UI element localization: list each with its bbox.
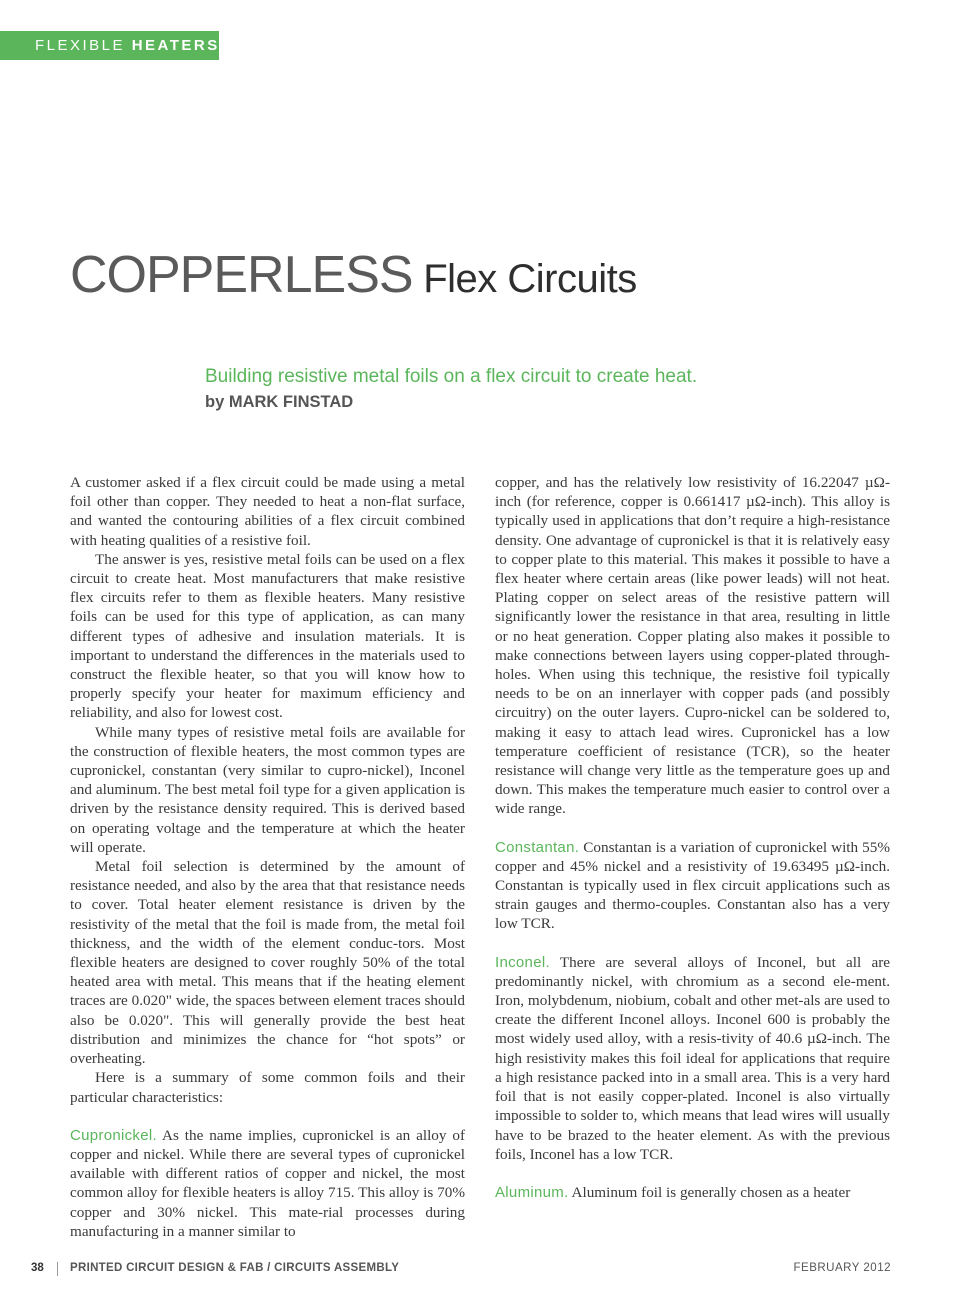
- article-dek: Building resistive metal foils on a flex circuit to create heat.: [205, 366, 698, 387]
- footer-divider: [57, 1262, 58, 1276]
- inconel-paragraph: [495, 953, 890, 1164]
- section-label-bold: HEATERS: [131, 37, 220, 54]
- paragraph: A customer asked if a flex circuit could be made using a metal foil other than copper. They needed to heat a non-flat surface, and wanted the contouring abilities of a flex circuit combined with heating qualities of a resistive foil.: [70, 474, 465, 549]
- byline: by MARK FINSTAD: [205, 393, 354, 411]
- section-label-light: FLEXIBLE: [35, 37, 132, 54]
- constantan-text: Constantan is a variation of cupronickel with 55% copper and 45% nickel and a resistivity of 19.63495 µΩ-inch. Constantan is typically used in flex circuit applications such as strain gauges and thermo-couples. Constantan also has a very low TCR.: [495, 838, 890, 933]
- article-title: [70, 245, 637, 305]
- inconel-text: There are several alloys of Inconel, but all are predominantly nickel, with chromium as a second ele-ment. Iron, molybdenum, niobium, cobalt and other met-als are used to create the different Inconel alloys. Inconel 600 is probably the most widely used alloy, with a resis-tivity of 40.6 µΩ-inch. The high resistivity makes this foil ideal for applications that require a high resistance packed into in a small area. This is a very hard foil that is not easily copper-plated. Inconel is also virtually impossible to solder to, which means that lead wires will usually have to be brazed to the heater element. As with the previous foils, Inconel has a low TCR.: [495, 953, 890, 1163]
- paragraph: While many types of resistive metal foils are available for the construction of flexible heaters, the most common types are cupronickel, constantan (very similar to cupro-nickel), Inconel and aluminum. The best metal foil type for a given application is driven by the resistance density required. This is derived based on operating voltage and the temperature at which the heater will operate.: [70, 723, 465, 856]
- subhead-aluminum: Aluminum.: [495, 1183, 569, 1201]
- issue-date: FEBRUARY 2012: [793, 1262, 891, 1274]
- paragraph: Metal foil selection is determined by the amount of resistance needed, and also by the area that that resistance needs to cover. Total heater element resistance is driven by the resistivity of the metal that the foil is made from, the metal foil thickness, and the width of the element conduc-tors. Most flexible heaters are designed to cover roughly 50% of the total heated area with metal. This means that if the heating element traces are 0.020" wide, the spaces between element traces should also be 0.020". This will generally provide the best heat distribution and minimizes the chance for “hot spots” or overheating.: [70, 858, 465, 1068]
- paragraph: Here is a summary of some common foils and their particular characteristics:: [70, 1069, 465, 1106]
- aluminum-text: Aluminum foil is generally chosen as a heater: [568, 1183, 851, 1201]
- cupronickel-paragraph: [70, 1126, 465, 1241]
- subhead-inconel: Inconel.: [495, 953, 550, 971]
- title-rest: Flex Circuits: [412, 257, 637, 301]
- paragraph: copper, and has the relatively low resistivity of 16.22047 µΩ-inch (for reference, copper is 0.661417 µΩ-inch). This alloy is typically used in applications that don’t require a high-resistance density. One advantage of cupronickel is that it is relatively easy to copper plate to this material. This makes it possible to have a flex heater where certain areas (like power leads) will not heat. Plating copper on select areas of the resistive pattern will significantly lower the resistance in that area, resulting in little or no heat generation. Copper plating also makes it possible to make connections between layers using copper-plated through-holes. When using this technique, the resistive foil typically needs to be on an innerlayer with copper pads (and possibly circuitry) on the outer layers. Cupro-nickel can be soldered to, making it easy to attach lead wires. Cupronickel has a low temperature coefficient of resistance (TCR), so the heater resistance will change very little as the temperature goes up and down. This makes the temperature much easier to control over a wide range.: [495, 474, 890, 818]
- title-caps: COPPERLESS: [70, 246, 413, 304]
- subhead-constantan: Constantan.: [495, 838, 580, 856]
- paragraph: The answer is yes, resistive metal foils can be used on a flex circuit to create heat. Most manufacturers that make resistive flex circuits refer to them as flexible heaters. Many resistive foils can be used for this type of application, as can many different types of adhesive and insulation materials. It is important to understand the differences in the materials used to construct the flexible heater, so that you will know how to properly specify your heater for maximum efficiency and reliability, and also for lowest cost.: [70, 550, 465, 722]
- aluminum-paragraph: [495, 1183, 890, 1202]
- publication-name: PRINTED CIRCUIT DESIGN & FAB / CIRCUITS ASSEMBLY: [70, 1262, 400, 1274]
- constantan-paragraph: [495, 838, 890, 934]
- subhead-cupronickel: Cupronickel.: [70, 1126, 157, 1144]
- page-footer: [31, 1262, 891, 1278]
- right-column: [495, 473, 890, 1202]
- cupronickel-text: As the name implies, cupronickel is an alloy of copper and nickel. While there are several types of cupronickel available with different ratios of copper and nickel, the most common alloy for flexible heaters is alloy 715. This alloy is 70% copper and 30% nickel. This mate-rial processes during manufacturing in a manner similar to: [70, 1126, 465, 1240]
- page-number: 38: [31, 1262, 44, 1274]
- left-column: [70, 473, 465, 1241]
- section-tab: [0, 31, 219, 60]
